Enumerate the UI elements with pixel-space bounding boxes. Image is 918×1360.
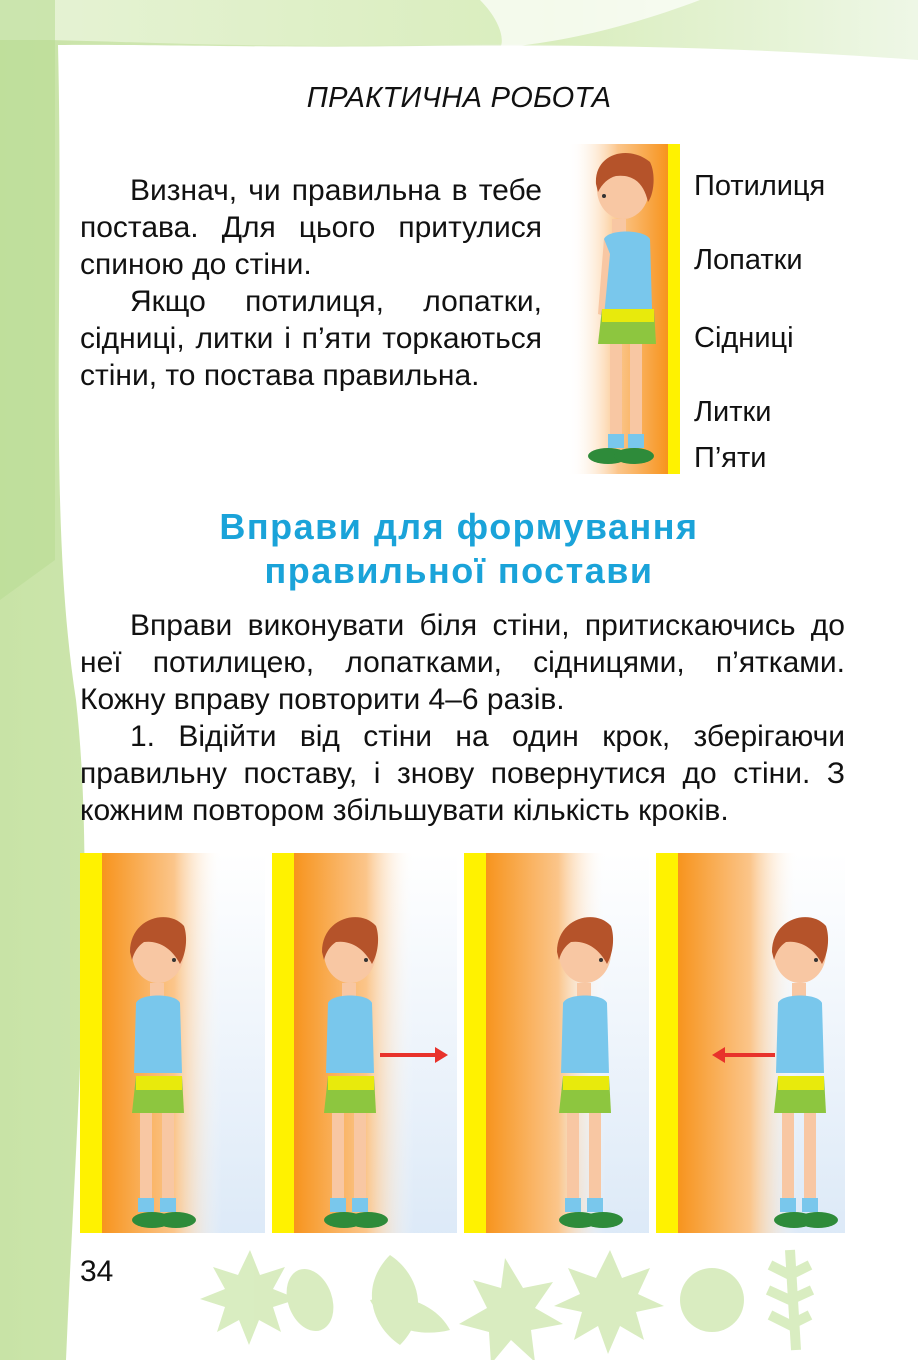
exercise-panel-4 xyxy=(656,853,845,1233)
exercise-panel-3 xyxy=(464,853,649,1233)
label-shoulder-blades: Лопатки xyxy=(694,244,803,276)
section-label: ПРАКТИЧНА РОБОТА xyxy=(306,82,612,114)
exercise-panel-1 xyxy=(80,853,265,1233)
instructions-paragraph: 1. Відійти від стіни на один крок, зберігаючи правильну поставу, і знову повернутися до стіни. З кожним повтором збільшувати кількість кроків. xyxy=(80,720,845,827)
label-heels: П’яти xyxy=(694,442,767,474)
exercises-heading xyxy=(0,505,918,593)
label-buttocks: Сідниці xyxy=(694,322,794,354)
posture-check-illustration xyxy=(568,144,688,474)
intro-paragraph: Якщо потилиця, лопатки, сідниці, литки і п’яти торкаються стіни, то постава правильна. xyxy=(80,285,542,392)
intro-paragraph: Визнач, чи правильна в тебе постава. Для цього притулися спиною до стіни. xyxy=(80,174,542,281)
heading-line: правильної постави xyxy=(264,550,654,591)
exercise-panel-2 xyxy=(272,853,457,1233)
instructions-text xyxy=(80,607,845,829)
intro-text xyxy=(80,172,542,394)
label-calves: Литки xyxy=(694,396,772,428)
exercise-sequence-illustration xyxy=(80,853,845,1233)
label-head: Потилиця xyxy=(694,170,826,202)
instructions-paragraph: Вправи виконувати біля стіни, притискаючись до неї потилицею, лопатками, сідницями, п’ятками. Кожну вправу повторити 4–6 разів. xyxy=(80,609,845,716)
page-number: 34 xyxy=(80,1255,114,1288)
heading-line: Вправи для формування xyxy=(219,506,699,547)
